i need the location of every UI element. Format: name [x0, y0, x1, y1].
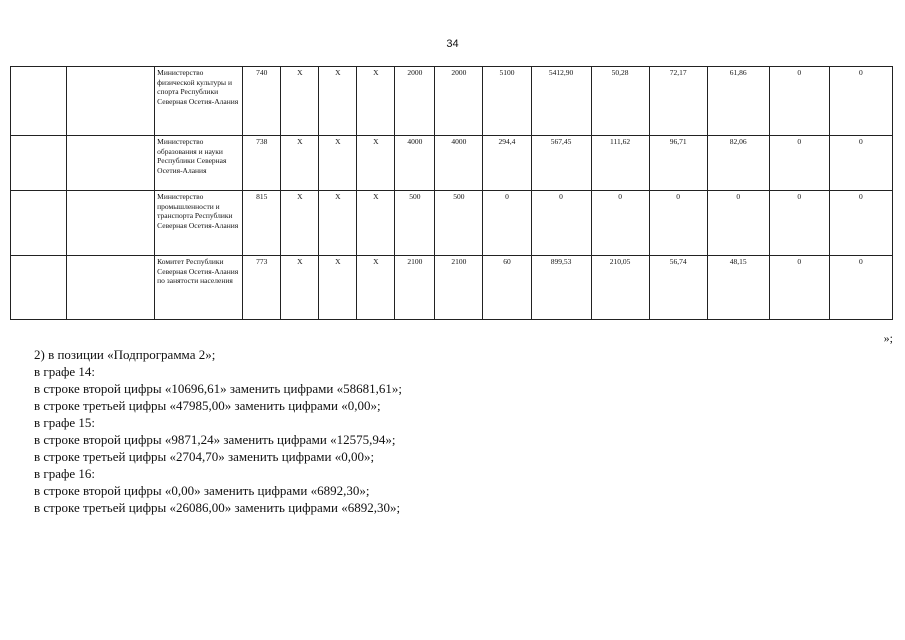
table-row: [11, 136, 893, 191]
table-row: [11, 256, 893, 320]
table-cell: 2100: [395, 256, 435, 320]
table-cell: [11, 256, 67, 320]
table-cell: 5100: [483, 67, 531, 136]
table-cell: Х: [357, 67, 395, 136]
table-cell: 0: [829, 191, 892, 256]
amendment-text: [34, 346, 874, 516]
table-cell-name: Министерство образования и науки Республики Северная Осетия-Алания: [155, 136, 243, 191]
table-cell: 740: [243, 67, 281, 136]
table-cell: 4000: [395, 136, 435, 191]
table-cell: Х: [281, 256, 319, 320]
table-cell: 50,28: [591, 67, 649, 136]
table-cell: 48,15: [707, 256, 769, 320]
budget-table: [10, 66, 893, 320]
table-cell: 210,05: [591, 256, 649, 320]
table-cell: Х: [319, 191, 357, 256]
table-cell: Х: [357, 191, 395, 256]
table-row: [11, 67, 893, 136]
text-line: в строке третьей цифры «2704,70» заменить цифрами «0,00»;: [34, 449, 375, 464]
text-line: в графе 15:: [34, 415, 96, 430]
text-line: в строке третьей цифры «26086,00» заменить цифрами «6892,30»;: [34, 500, 401, 515]
table-cell: 0: [829, 67, 892, 136]
table-cell: Х: [319, 256, 357, 320]
table-cell: 773: [243, 256, 281, 320]
table-cell: [11, 67, 67, 136]
table-cell-name: Комитет Республики Северная Осетия-Алания по занятости населения: [155, 256, 243, 320]
text-line: 2) в позиции «Подпрограмма 2»;: [34, 347, 216, 362]
table-cell: 96,71: [649, 136, 707, 191]
table-cell: 500: [435, 191, 483, 256]
closing-quote-mark: »;: [883, 331, 893, 345]
table-cell: 0: [649, 191, 707, 256]
table-cell: Х: [357, 136, 395, 191]
page-number: 34: [446, 38, 459, 50]
table-cell: 0: [769, 191, 829, 256]
table-cell: Х: [319, 136, 357, 191]
table-cell: Х: [357, 256, 395, 320]
table-cell: 72,17: [649, 67, 707, 136]
table-cell: 0: [707, 191, 769, 256]
table-cell: 5412,90: [531, 67, 591, 136]
text-line: в строке второй цифры «10696,61» заменить цифрами «58681,61»;: [34, 381, 402, 396]
table-cell: 56,74: [649, 256, 707, 320]
table-cell: [67, 67, 155, 136]
table-cell: 0: [769, 256, 829, 320]
table-cell: [11, 191, 67, 256]
text-line: в графе 14:: [34, 364, 96, 379]
table-cell: Х: [281, 136, 319, 191]
table-cell: [67, 136, 155, 191]
table-cell: 0: [829, 256, 892, 320]
table-cell: 4000: [435, 136, 483, 191]
table-cell: 82,06: [707, 136, 769, 191]
table-cell: 61,86: [707, 67, 769, 136]
table-row: [11, 191, 893, 256]
table-cell: 899,53: [531, 256, 591, 320]
table-cell: 0: [829, 136, 892, 191]
table-cell: 0: [769, 136, 829, 191]
table-cell-name: Министерство промышленности и транспорта Республики Северная Осетия-Алания: [155, 191, 243, 256]
table-cell: 2000: [435, 67, 483, 136]
text-line: в строке третьей цифры «47985,00» заменить цифрами «0,00»;: [34, 398, 381, 413]
table-cell: [67, 256, 155, 320]
table-cell: 2000: [395, 67, 435, 136]
table-cell: 111,62: [591, 136, 649, 191]
table-cell: [11, 136, 67, 191]
text-line: в графе 16:: [34, 466, 96, 481]
table-cell: 0: [591, 191, 649, 256]
table-cell-name: Министерство физической культуры и спорта Республики Северная Осетия-Алания: [155, 67, 243, 136]
table-cell: 567,45: [531, 136, 591, 191]
table-cell: [67, 191, 155, 256]
table-cell: Х: [281, 191, 319, 256]
table-cell: 738: [243, 136, 281, 191]
table-cell: 60: [483, 256, 531, 320]
table-cell: 294,4: [483, 136, 531, 191]
table-cell: 500: [395, 191, 435, 256]
table-cell: 0: [531, 191, 591, 256]
table-cell: Х: [319, 67, 357, 136]
text-line: в строке второй цифры «9871,24» заменить цифрами «12575,94»;: [34, 432, 396, 447]
table-cell: 0: [483, 191, 531, 256]
table-cell: 2100: [435, 256, 483, 320]
table-cell: Х: [281, 67, 319, 136]
table-cell: 0: [769, 67, 829, 136]
text-line: в строке второй цифры «0,00» заменить цифрами «6892,30»;: [34, 483, 370, 498]
table-cell: 815: [243, 191, 281, 256]
